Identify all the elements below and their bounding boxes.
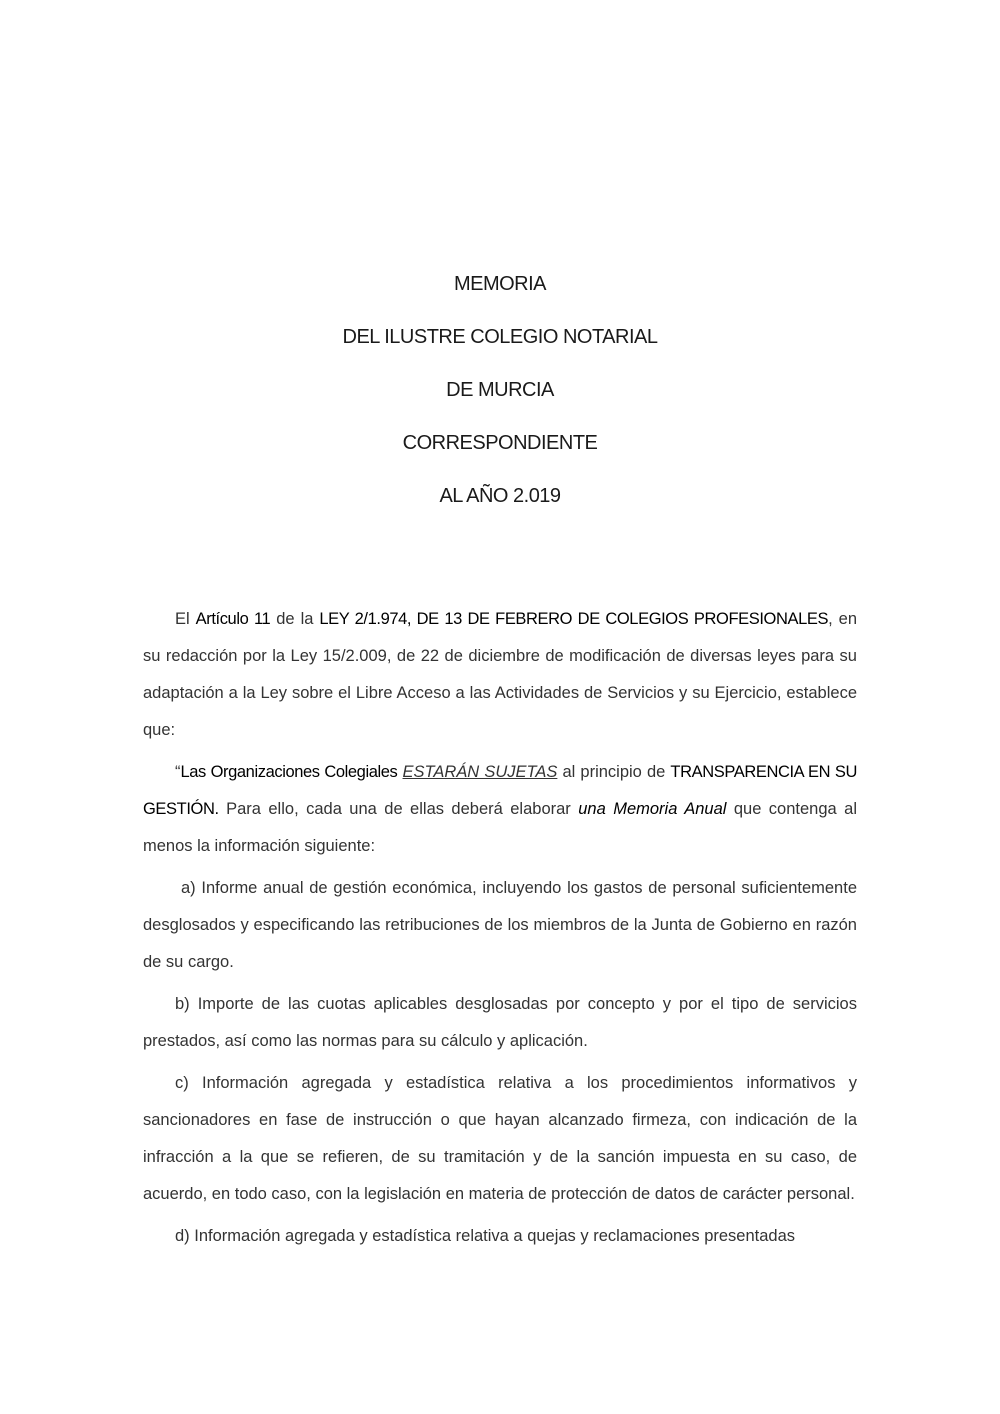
title-line-year: AL AÑO 2.019 — [439, 485, 561, 507]
list-item-a: a) Informe anual de gestión económica, incluyendo los gastos de personal suficientemente desglosados y especificando las retribuciones de los miembros de la Junta de Gobierno en razón de su cargo. — [143, 879, 857, 971]
document-title — [0, 258, 1000, 523]
intro-paragraph: El Artículo 11 de la LEY 2/1.974, DE 13 DE FEBRERO DE COLEGIOS PROFESIONALES, en su redacción por la Ley 15/2.009, de 22 de diciembre de modificación de diversas leyes para su adaptación a la Ley sobre el Libre Acceso a las Actividades de Servicios y su Ejercicio, establece que: — [143, 610, 857, 739]
list-item-d: d) Información agregada y estadística relativa a quejas y reclamaciones presentadas — [175, 1227, 796, 1245]
quote-obliged: ESTARÁN SUJETAS — [402, 763, 558, 781]
article-reference: Artículo 11 — [195, 610, 271, 628]
law-reference: LEY 2/1.974, DE 13 DE FEBRERO DE COLEGIOS PROFESIONALES — [319, 610, 829, 628]
list-item-c: c) Información agregada y estadística relativa a los procedimientos informativos y sancionadores en fase de instrucción o que hayan alcanzado firmeza, con indicación de la infracción a la que se refieren, de su tramitación y de la sanción impuesta en su caso, de acuerdo, en todo caso, con la legislación en materia de protección de datos de carácter personal. — [143, 1074, 857, 1203]
quote-memoria: una Memoria Anual — [578, 800, 727, 818]
document-body — [143, 601, 857, 1260]
list-item-b: b) Importe de las cuotas aplicables desglosadas por concepto y por el tipo de servicios prestados, así como las normas para su cálculo y aplicación. — [143, 995, 857, 1050]
title-line-correspondiente: CORRESPONDIENTE — [402, 432, 598, 454]
title-line-murcia: DE MURCIA — [446, 379, 554, 401]
title-line-colegio: DEL ILUSTRE COLEGIO NOTARIAL — [342, 326, 658, 348]
quote-principle: TRANSPARENCIA EN SU GESTIÓN. — [143, 763, 858, 818]
title-line-memoria: MEMORIA — [453, 273, 547, 295]
quote-subject: Las Organizaciones Colegiales — [180, 763, 398, 781]
quote-paragraph: “Las Organizaciones Colegiales ESTARÁN SUJETAS al principio de TRANSPARENCIA EN SU GESTIÓN. Para ello, cada una de ellas deberá elaborar una Memoria Anual que contenga al menos la información siguiente: — [143, 763, 858, 855]
